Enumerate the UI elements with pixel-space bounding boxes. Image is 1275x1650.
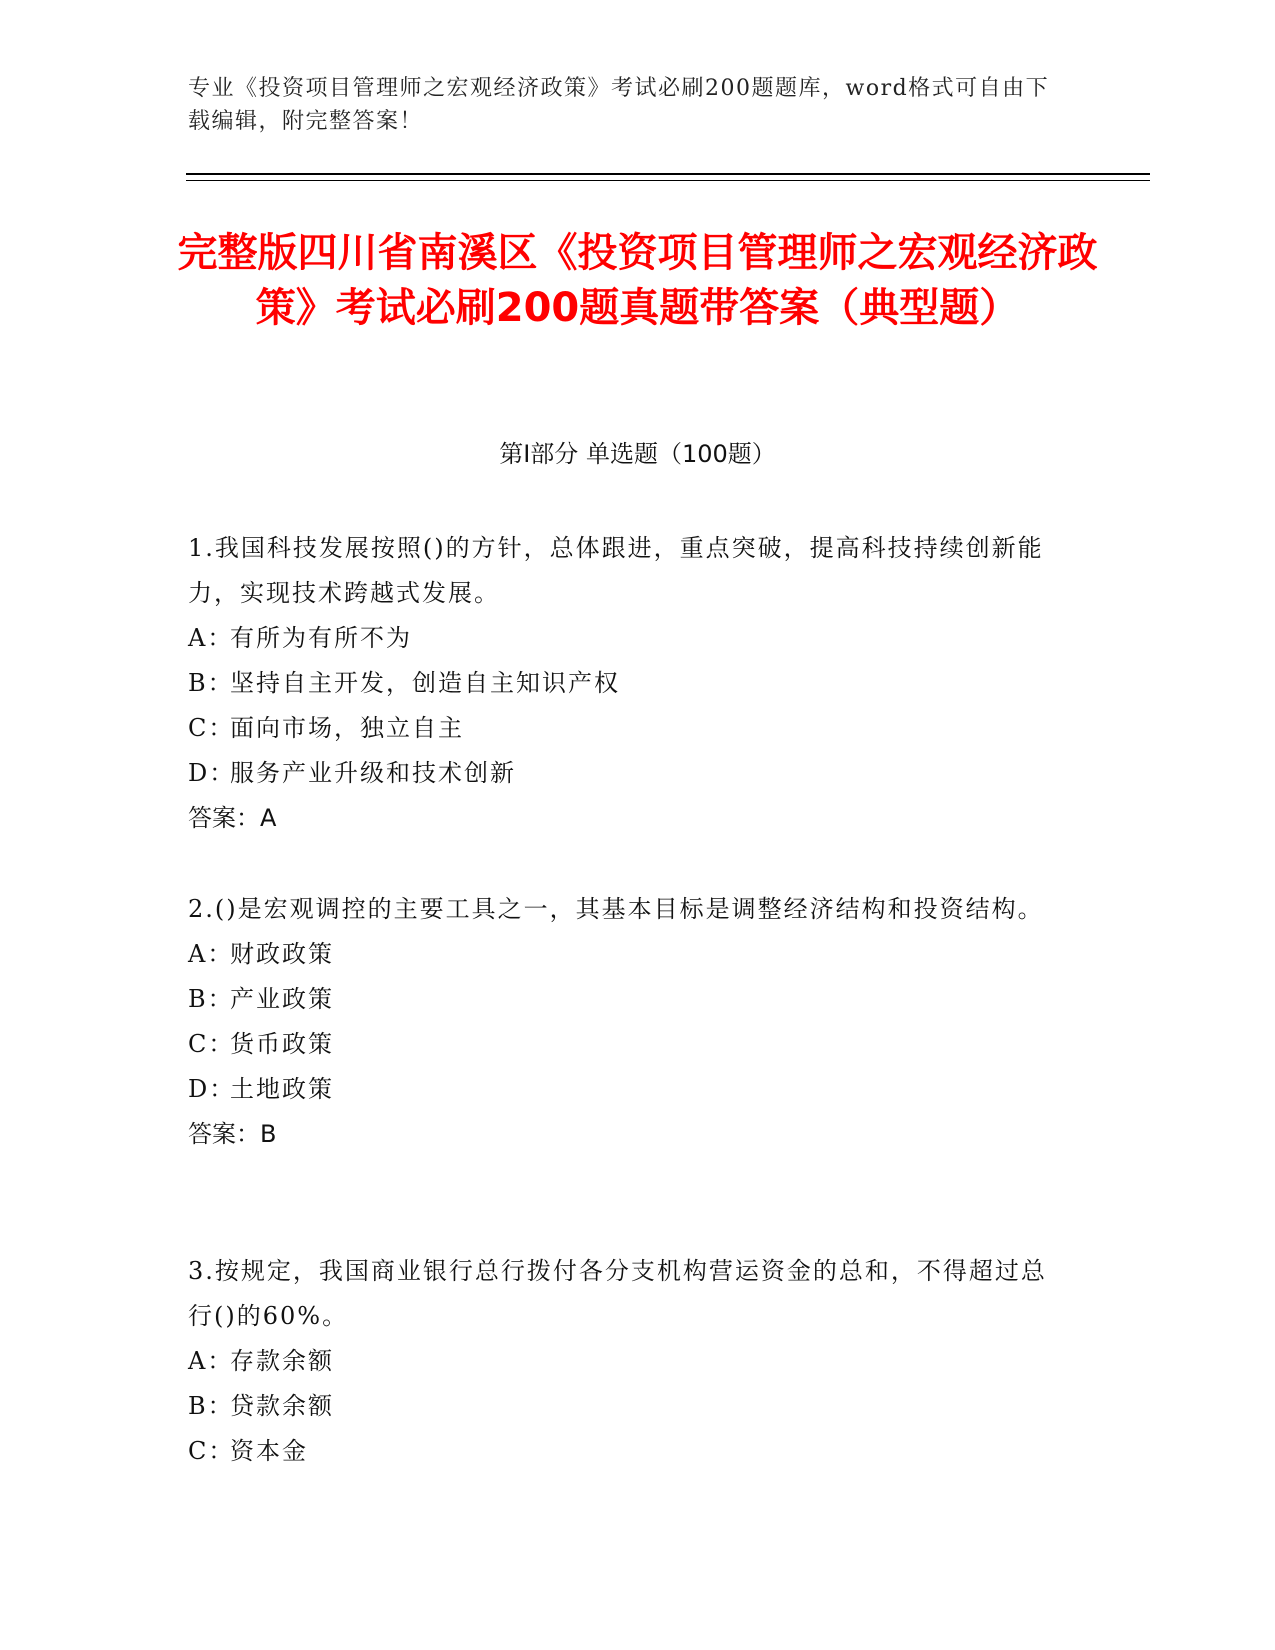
option-text: 土地政策 [230,1075,334,1103]
option-key: A： [188,1347,234,1375]
option-key: C： [188,714,235,742]
option-c [188,1429,1068,1474]
option-text: 服务产业升级和技术创新 [230,759,516,787]
question-stem: 1.我国科技发展按照()的方针，总体跟进，重点突破，提高科技持续创新能力，实现技术跨越式发展。 [188,534,1044,607]
option-c [188,1022,1068,1067]
section-heading: 第Ⅰ部分 单选题（100题） [499,440,776,468]
option-text: 资本金 [230,1437,308,1465]
option-key: D： [188,1075,236,1103]
option-key: D： [188,759,236,787]
header-rule-thin [186,180,1150,181]
option-b [188,1384,1068,1429]
option-a [188,1339,1068,1384]
question-3 [188,1249,1068,1474]
document-title: 完整版四川省南溪区《投资项目管理师之宏观经济政策》考试必刷200题真题带答案（典型题） [177,230,1098,331]
option-key: A： [188,940,234,968]
option-text: 坚持自主开发，创造自主知识产权 [230,669,620,697]
option-b [188,661,1068,706]
question-2 [188,887,1068,1157]
option-text: 贷款余额 [230,1392,334,1420]
option-key: B： [188,1392,234,1420]
option-key: C： [188,1437,235,1465]
question-stem: 3.按规定，我国商业银行总行拨付各分支机构营运资金的总和，不得超过总行()的60%。 [188,1257,1047,1330]
option-c [188,706,1068,751]
option-key: B： [188,669,234,697]
answer-line: 答案：B [188,1120,277,1148]
option-d [188,1067,1068,1112]
option-text: 有所为有所不为 [230,624,412,652]
option-text: 面向市场，独立自主 [230,714,464,742]
option-key: C： [188,1030,235,1058]
question-stem: 2.()是宏观调控的主要工具之一，其基本目标是调整经济结构和投资结构。 [188,895,1044,923]
header-rule-thick [186,173,1150,175]
option-d [188,751,1068,796]
header-note: 专业《投资项目管理师之宏观经济政策》考试必刷200题题库，word格式可自由下载编辑，附完整答案！ [188,76,1050,134]
answer-line: 答案：A [188,804,277,832]
option-text: 存款余额 [230,1347,334,1375]
option-text: 产业政策 [230,985,334,1013]
question-1 [188,526,1068,841]
option-key: B： [188,985,234,1013]
option-b [188,977,1068,1022]
option-text: 货币政策 [230,1030,334,1058]
option-text: 财政政策 [230,940,334,968]
option-key: A： [188,624,234,652]
option-a [188,932,1068,977]
option-a [188,616,1068,661]
